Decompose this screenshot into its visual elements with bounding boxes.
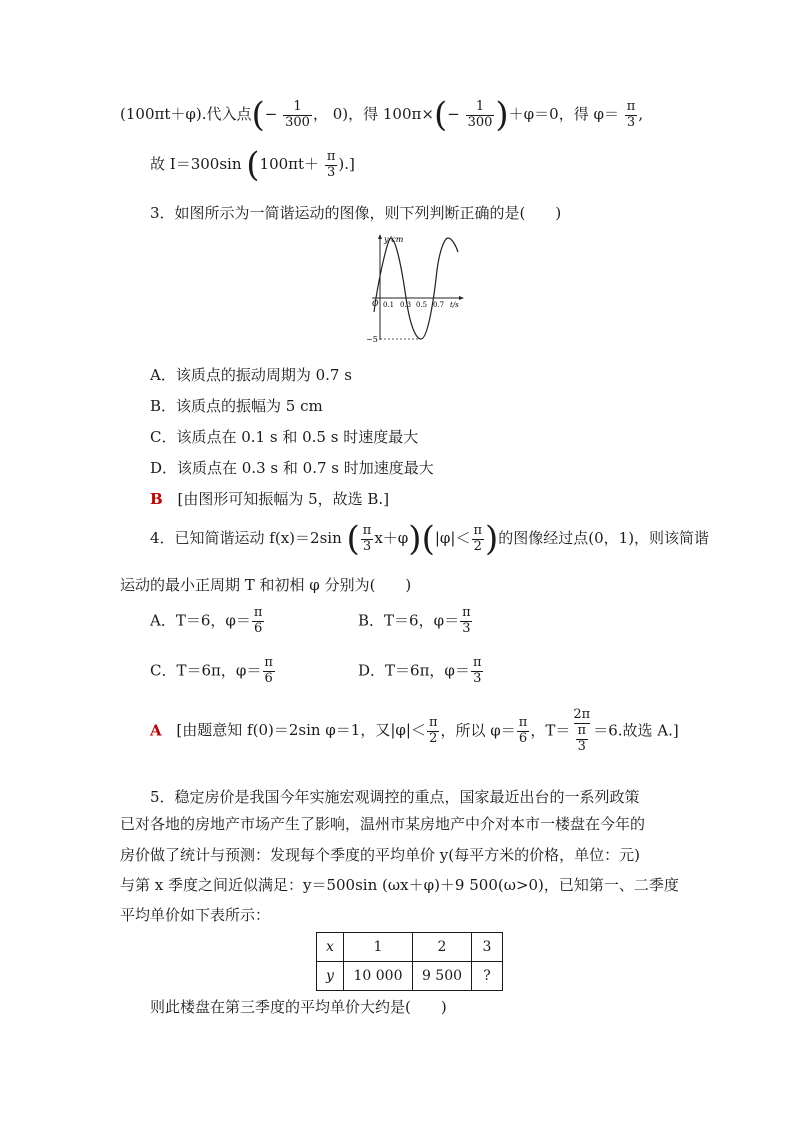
- question-3-stem: 3．如图所示为一简谐运动的图像，则下列判断正确的是( ): [150, 204, 562, 222]
- x-axis-label: t/s: [450, 301, 459, 309]
- option-c[interactable]: C．该质点在 0.1 s 和 0.5 s 时速度最大: [150, 428, 419, 446]
- answer-letter: B: [150, 490, 163, 508]
- question-5-line: 已对各地的房地产市场产生了影响，温州市某房地产中介对本市一楼盘在今年的: [120, 815, 646, 833]
- solution-line-1: (100πt＋φ).代入点(− $\frac{1}{300}$ ， 0)，得 100π×(− $\frac{1}{300}$ )＋φ＝0，得 φ＝ $\frac{\pi}{3}$ ,: [120, 95, 644, 135]
- answer-letter: A: [150, 721, 162, 740]
- tick-label: 0.7: [433, 301, 445, 309]
- price-table: [316, 932, 503, 991]
- fraction: $\frac{\pi}{3}$: [626, 98, 636, 130]
- fraction: $\frac{1}{300}$: [467, 98, 493, 130]
- tick-label: 0.1: [383, 301, 395, 309]
- solution-line-2: 故 I＝300sin (100πt＋ $\frac{\pi}{3}$ ).]: [150, 145, 355, 185]
- table-row: x 1 2 3: [317, 933, 503, 962]
- y-axis-label: y/cm: [384, 235, 404, 244]
- sine-wave-graph: [366, 230, 466, 350]
- question-4-stem: 4．已知简谐运动 f(x)＝2sin ( $\frac{\pi}{3}$ x＋φ)(|φ|＜ $\frac{\pi}{2}$ )的图像经过点(0，1)，则该简谐: [150, 519, 710, 559]
- option-a[interactable]: A．T＝6，φ＝ $\frac{\pi}{6}$: [150, 605, 263, 636]
- question-5-line: 与第 x 季度之间近似满足：y＝500sin (ωx＋φ)＋9 500(ω>0)，已知第一、二季度: [120, 876, 679, 894]
- answer-explanation: A [由题意知 f(0)＝2sin φ＝1，又|φ|＜ $\frac{\pi}{2}$ ，所以 φ＝ $\frac{\pi}{6}$ ，T＝ $\frac{2\pi}{\frac{\pi}{3}}$ ＝6.故选 A.]: [150, 707, 679, 754]
- option-b[interactable]: B．T＝6，φ＝ $\frac{\pi}{3}$: [358, 605, 471, 636]
- option-c[interactable]: C．T＝6π，φ＝ $\frac{\pi}{6}$: [150, 655, 273, 686]
- question-5-line: 平均单价如下表所示：: [120, 906, 271, 924]
- option-d[interactable]: D．T＝6π，φ＝ $\frac{\pi}{3}$: [358, 655, 482, 686]
- question-5-line: 房价做了统计与预测：发现每个季度的平均单价 y(每平方米的价格，单位：元): [120, 846, 640, 864]
- origin-label: O: [372, 299, 379, 308]
- tick-label: 0.5: [416, 301, 428, 309]
- option-b[interactable]: B．该质点的振幅为 5 cm: [150, 397, 323, 415]
- y-min-label: −5: [366, 335, 378, 344]
- question-5-line: 5．稳定房价是我国今年实施宏观调控的重点，国家最近出台的一系列政策: [150, 788, 640, 806]
- question-4-stem-2: 运动的最小正周期 T 和初相 φ 分别为( ): [120, 576, 412, 594]
- fraction: $\frac{\pi}{3}$: [326, 148, 336, 180]
- option-a[interactable]: A．该质点的振动周期为 0.7 s: [150, 366, 352, 384]
- fraction: $\frac{1}{300}$: [285, 98, 310, 130]
- answer-explanation: B [由图形可知振幅为 5，故选 B.]: [150, 490, 390, 508]
- question-5-last: 则此楼盘在第三季度的平均单价大约是( ): [150, 998, 447, 1016]
- tick-label: 0.3: [400, 301, 412, 309]
- table-row: y 10 000 9 500 ?: [317, 962, 503, 991]
- option-d[interactable]: D．该质点在 0.3 s 和 0.7 s 时加速度最大: [150, 459, 434, 477]
